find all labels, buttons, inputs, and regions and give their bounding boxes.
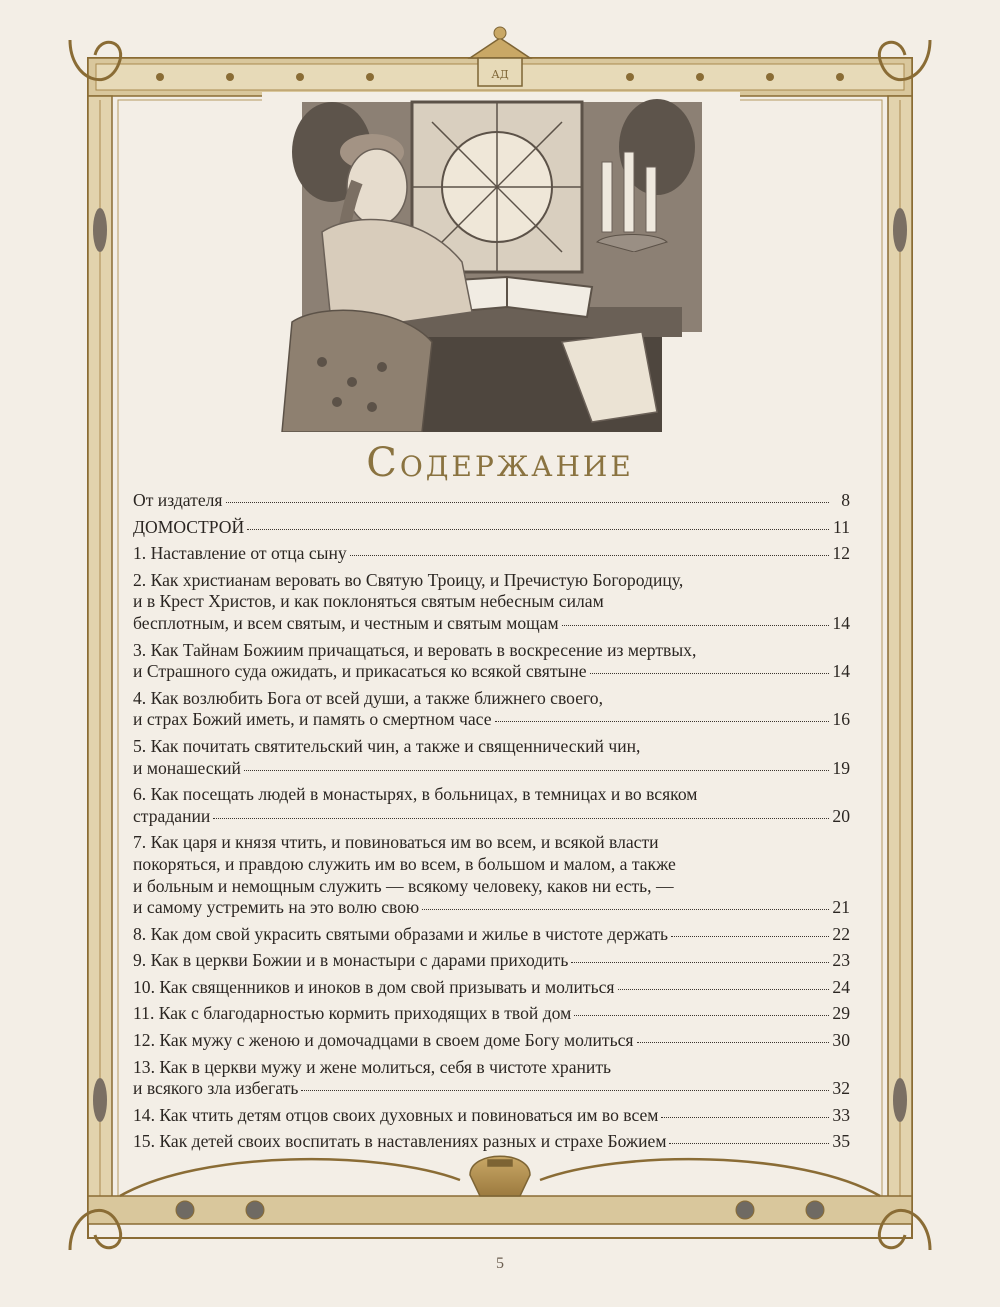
toc-entry-line: 6. Как посещать людей в монастырях, в больницах, в темницах и во всяком bbox=[133, 784, 698, 805]
toc-entry-line: 9. Как в церкви Божии и в монастыри с дарами приходить bbox=[133, 950, 569, 971]
toc-entry-line: 11. Как с благодарностью кормить приходящих в твой дом bbox=[133, 1003, 572, 1024]
toc-entry-line: и самому устремить на это волю свою bbox=[133, 897, 420, 918]
toc-entry-line: 15. Как детей своих воспитать в наставлениях разных и страхе Божием bbox=[133, 1131, 667, 1152]
dot-leader bbox=[590, 673, 829, 674]
toc-entry-line: и страх Божий иметь, и память о смертном часе bbox=[133, 709, 492, 730]
toc-entry[interactable] bbox=[133, 1105, 850, 1127]
toc-entry-last-line bbox=[133, 543, 850, 565]
toc-entry-line: и в Крест Христов, и как поклоняться святым небесным силам bbox=[133, 591, 604, 612]
toc-entry-line: 14. Как чтить детям отцов своих духовных и повиноваться им во всем bbox=[133, 1104, 659, 1125]
toc-entry-line: и больным и немощным служить — всякому человеку, каков ни есть, — bbox=[133, 875, 674, 896]
svg-text:АД: АД bbox=[491, 68, 509, 81]
dot-leader bbox=[574, 1015, 829, 1016]
toc-entry[interactable] bbox=[133, 924, 850, 946]
dot-leader bbox=[562, 625, 829, 626]
toc-entry-last-line bbox=[133, 1131, 850, 1153]
toc-entry-line: 3. Как Тайнам Божиим причащаться, и веровать в воскресение из мертвых, bbox=[133, 639, 697, 660]
toc-entry-last-line bbox=[133, 806, 850, 828]
toc-entry-line: 4. Как возлюбить Бога от всей души, а также ближнего своего, bbox=[133, 687, 603, 708]
toc-entry[interactable] bbox=[133, 832, 850, 918]
toc-entry-line: 10. Как священников и иноков в дом свой призывать и молиться bbox=[133, 976, 615, 997]
toc-entry-line: 7. Как царя и князя чтить, и повиноваться им во всем, и всякой власти bbox=[133, 832, 659, 853]
toc-entry-last-line bbox=[133, 490, 850, 512]
toc-entry-line: ДОМОСТРОЙ bbox=[133, 516, 245, 537]
toc-entry[interactable] bbox=[133, 1030, 850, 1052]
toc-entry[interactable] bbox=[133, 490, 850, 512]
toc-entry-last-line bbox=[133, 1030, 850, 1052]
toc-entry-last-line bbox=[133, 517, 850, 539]
dot-leader bbox=[661, 1117, 829, 1118]
dot-leader bbox=[244, 770, 829, 771]
toc-entry-line: и монашеский bbox=[133, 757, 241, 778]
toc-entry-page: 11 bbox=[833, 516, 850, 537]
toc-entry-last-line bbox=[133, 661, 850, 683]
dot-leader bbox=[422, 909, 829, 910]
dot-leader bbox=[671, 936, 829, 937]
toc-entry[interactable] bbox=[133, 640, 850, 683]
toc-entry-last-line bbox=[133, 924, 850, 946]
toc-entry-page: 35 bbox=[832, 1131, 850, 1152]
toc-entry-line: 8. Как дом свой украсить святыми образами и жилье в чистоте держать bbox=[133, 923, 669, 944]
dot-leader bbox=[350, 555, 829, 556]
toc-entry-last-line bbox=[133, 758, 850, 780]
toc-entry-page: 24 bbox=[832, 976, 850, 997]
toc-entry[interactable] bbox=[133, 1131, 850, 1153]
toc-entry-line: страдании bbox=[133, 805, 211, 826]
toc-entry-page: 21 bbox=[832, 897, 850, 918]
toc-entry-line: 2. Как христианам веровать во Святую Троицу, и Пречистую Богородицу, bbox=[133, 569, 684, 590]
toc-entry-line: 5. Как почитать святительский чин, а также и священнический чин, bbox=[133, 735, 641, 756]
toc-entry-page: 23 bbox=[832, 950, 850, 971]
toc-entry-last-line bbox=[133, 709, 850, 731]
toc-entry[interactable] bbox=[133, 950, 850, 972]
toc-entry[interactable] bbox=[133, 977, 850, 999]
toc-entry-page: 12 bbox=[832, 543, 850, 564]
toc-entry-line: 12. Как мужу с женою и домочадцами в своем доме Богу молиться bbox=[133, 1030, 634, 1051]
toc-entry[interactable] bbox=[133, 543, 850, 565]
toc-entry-page: 32 bbox=[832, 1078, 850, 1099]
toc-entry-line: 1. Наставление от отца сыну bbox=[133, 543, 347, 564]
page-title: Содержание bbox=[366, 440, 634, 486]
toc-entry-last-line bbox=[133, 1003, 850, 1025]
dot-leader bbox=[247, 529, 829, 530]
toc-entry-last-line bbox=[133, 1105, 850, 1127]
dot-leader bbox=[226, 502, 829, 503]
toc-entry-line: бесплотным, и всем святым, и честным и святым мощам bbox=[133, 612, 559, 633]
toc-entry-page: 33 bbox=[832, 1104, 850, 1125]
toc-entry[interactable] bbox=[133, 784, 850, 827]
toc-entry-page: 14 bbox=[832, 661, 850, 682]
table-of-contents bbox=[133, 490, 850, 1158]
toc-entry-line: От издателя bbox=[133, 490, 223, 510]
woman-reading-book-illustration bbox=[262, 92, 740, 432]
dot-leader bbox=[213, 818, 829, 819]
page-number: 5 bbox=[496, 1255, 504, 1272]
dot-leader bbox=[571, 962, 829, 963]
toc-entry-page: 19 bbox=[832, 757, 850, 778]
toc-entry-page: 22 bbox=[832, 923, 850, 944]
toc-entry-page: 20 bbox=[832, 805, 850, 826]
toc-entry-page: 8 bbox=[841, 490, 850, 510]
toc-entry-last-line bbox=[133, 950, 850, 972]
toc-entry-page: 29 bbox=[832, 1003, 850, 1024]
dot-leader bbox=[495, 721, 829, 722]
toc-entry[interactable] bbox=[133, 736, 850, 779]
toc-entry[interactable] bbox=[133, 517, 850, 539]
dot-leader bbox=[637, 1042, 829, 1043]
toc-entry[interactable] bbox=[133, 688, 850, 731]
toc-entry[interactable] bbox=[133, 570, 850, 635]
toc-entry-page: 30 bbox=[832, 1030, 850, 1051]
toc-entry-page: 14 bbox=[832, 612, 850, 633]
dot-leader bbox=[301, 1090, 829, 1091]
toc-entry-last-line bbox=[133, 613, 850, 635]
toc-entry[interactable] bbox=[133, 1003, 850, 1025]
toc-entry-page: 16 bbox=[832, 709, 850, 730]
toc-entry-line: и Страшного суда ожидать, и прикасаться ко всякой святыне bbox=[133, 661, 587, 682]
crest-icon bbox=[470, 27, 530, 86]
toc-entry-last-line bbox=[133, 1078, 850, 1100]
toc-entry-line: 13. Как в церкви мужу и жене молиться, себя в чистоте хранить bbox=[133, 1056, 612, 1077]
dot-leader bbox=[669, 1143, 829, 1144]
toc-entry[interactable] bbox=[133, 1057, 850, 1100]
toc-entry-line: покоряться, и правдою служить им во всем, в большом и малом, а также bbox=[133, 853, 676, 874]
dot-leader bbox=[618, 989, 830, 990]
toc-entry-last-line bbox=[133, 977, 850, 999]
toc-entry-line: и всякого зла избегать bbox=[133, 1078, 299, 1099]
toc-entry-last-line bbox=[133, 897, 850, 919]
